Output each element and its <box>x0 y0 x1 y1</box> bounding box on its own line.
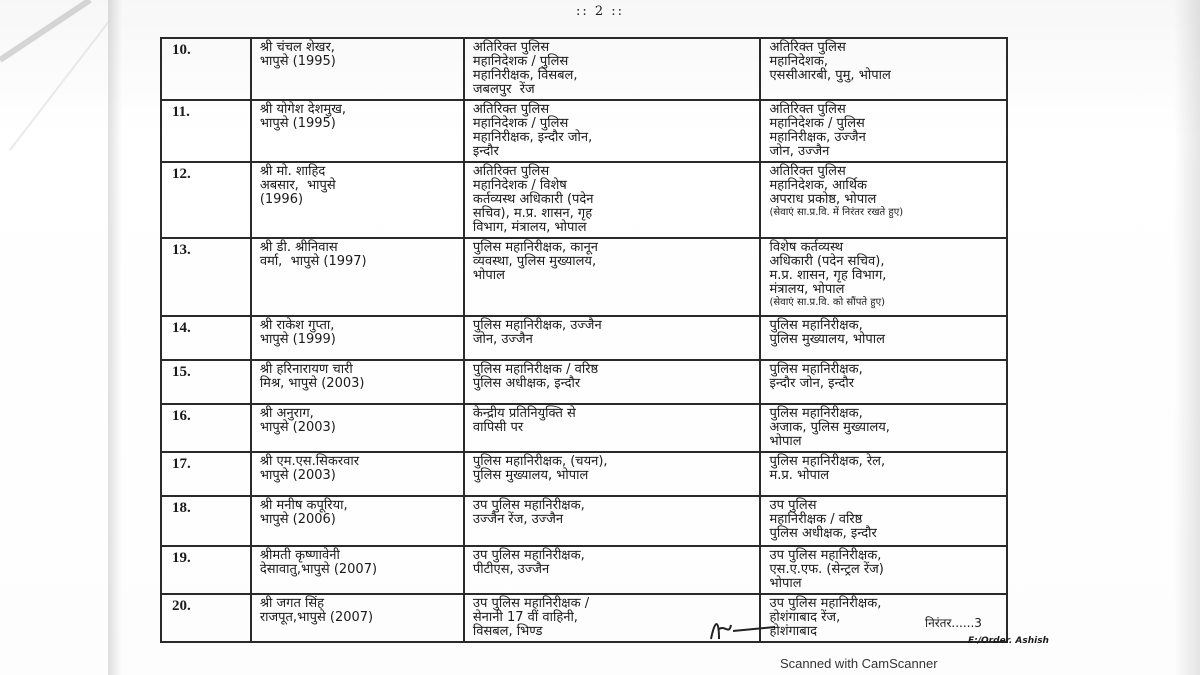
table-row <box>161 100 1007 162</box>
new-posting-line: मंत्रालय, भोपाल <box>769 282 845 297</box>
new-posting-line: इन्दौर जोन, इन्दौर <box>769 376 855 391</box>
table-row <box>161 316 1007 360</box>
current-posting <box>464 452 761 496</box>
new-posting <box>760 100 1007 162</box>
current-posting-line: उप पुलिस महानिरीक्षक, <box>472 548 585 563</box>
new-posting-line: एससीआरबी, पुमु, भोपाल <box>769 68 891 83</box>
current-posting-line: जबलपुर रेंज <box>472 82 535 97</box>
current-posting-line: पुलिस मुख्यालय, भोपाल <box>472 468 589 483</box>
new-posting <box>760 546 1007 594</box>
new-posting-line: जोन, उज्जैन <box>769 144 830 159</box>
transfer-table <box>160 37 1008 643</box>
current-posting <box>464 316 761 360</box>
officer-name-line: श्री हरिनारायण चारी <box>259 362 353 377</box>
current-posting-line: वापिसी पर <box>472 420 524 435</box>
officer-name-line: श्री अनुराग, <box>259 406 314 421</box>
new-posting-line: महानिदेशक, <box>769 54 828 69</box>
new-posting-line: महानिदेशक / पुलिस <box>769 116 865 131</box>
new-posting-line: महानिरीक्षक / वरिष्ठ <box>769 512 863 527</box>
current-posting-line: पुलिस महानिरीक्षक / वरिष्ठ <box>472 362 599 377</box>
new-posting-line: भोपाल <box>769 434 802 449</box>
new-posting-line: एस.ए.एफ. (सेन्ट्रल रेंज) <box>769 562 884 577</box>
officer-name-line: श्री मनीष कपूरिया, <box>259 498 348 513</box>
new-posting <box>760 452 1007 496</box>
officer-name-line: वर्मा, भापुसे (1997) <box>259 254 367 269</box>
current-posting <box>464 404 761 452</box>
new-posting-line: पुलिस महानिरीक्षक, रेल, <box>769 454 886 469</box>
new-posting-line: पुलिस मुख्यालय, भोपाल <box>769 332 885 347</box>
serial-number: 16. <box>161 404 251 452</box>
serial-number: 15. <box>161 360 251 404</box>
officer-name <box>251 594 464 642</box>
new-posting-line: अधिकारी (पदेन सचिव), <box>769 254 885 269</box>
current-posting-line: विसबल, भिण्ड <box>472 624 543 639</box>
new-posting-line: पुलिस महानिरीक्षक, <box>769 318 863 333</box>
serial-number: 12. <box>161 162 251 238</box>
current-posting-line: उप पुलिस महानिरीक्षक, <box>472 498 585 513</box>
current-posting-line: केन्द्रीय प्रतिनियुक्ति से <box>472 406 576 421</box>
new-posting-line: म.प्र. भोपाल <box>769 468 830 483</box>
current-posting <box>464 162 761 238</box>
table-row <box>161 496 1007 546</box>
current-posting-line: उप पुलिस महानिरीक्षक / <box>472 596 590 611</box>
serial-number: 13. <box>161 238 251 316</box>
current-posting-line: इन्दौर <box>472 144 499 159</box>
officer-name-line: भापुसे (1995) <box>259 54 336 69</box>
officer-name-line: श्री मो. शाहिद <box>259 164 326 179</box>
serial-number: 11. <box>161 100 251 162</box>
current-posting-line: महानिरीक्षक, विसबल, <box>472 68 578 83</box>
transfer-table-body <box>161 38 1007 642</box>
signature <box>705 615 785 649</box>
order-reference: E:/Order. Ashish <box>968 636 1049 646</box>
table-row <box>161 594 1007 642</box>
officer-name-line: भापुसे (1999) <box>259 332 336 347</box>
officer-name <box>251 452 464 496</box>
current-posting-line: सचिव), म.प्र. शासन, गृह <box>472 206 593 221</box>
serial-number: 10. <box>161 38 251 100</box>
new-posting-line: उप पुलिस महानिरीक्षक, <box>769 596 882 611</box>
current-posting-line: पुलिस महानिरीक्षक, उज्जैन <box>472 318 602 333</box>
officer-name-line: भापुसे (2006) <box>259 512 336 527</box>
officer-name-line: श्री डी. श्रीनिवास <box>259 240 338 255</box>
new-posting-line: महानिरीक्षक, उज्जैन <box>769 130 866 145</box>
officer-name <box>251 360 464 404</box>
officer-name <box>251 238 464 316</box>
table-row <box>161 360 1007 404</box>
table-row <box>161 238 1007 316</box>
new-posting-line: अजाक, पुलिस मुख्यालय, <box>769 420 890 435</box>
officer-name-line: देसावातु,भापुसे (2007) <box>259 562 378 577</box>
current-posting-line: कर्तव्यस्थ अधिकारी (पदेन <box>472 192 594 207</box>
new-posting-line: भोपाल <box>769 576 802 591</box>
new-posting-line: उप पुलिस महानिरीक्षक, <box>769 548 882 563</box>
new-posting-line: अतिरिक्त पुलिस <box>769 40 846 55</box>
current-posting-line: महानिदेशक / विशेष <box>472 178 567 193</box>
current-posting-line: महानिरीक्षक, इन्दौर जोन, <box>472 130 593 145</box>
current-posting-line: पुलिस अधीक्षक, इन्दौर <box>472 376 581 391</box>
current-posting-line: पुलिस महानिरीक्षक, कानून <box>472 240 599 255</box>
new-posting <box>760 404 1007 452</box>
posting-note: (सेवाएं सा.प्र.वि. में निरंतर रखते हुए) <box>769 207 904 218</box>
new-posting-line: महानिदेशक, आर्थिक <box>769 178 868 193</box>
new-posting <box>760 316 1007 360</box>
officer-name <box>251 162 464 238</box>
officer-name-line: श्री राकेश गुप्ता, <box>259 318 335 333</box>
officer-name-line: भापुसे (2003) <box>259 468 336 483</box>
page-number: :: 2 :: <box>575 4 625 19</box>
current-posting-line: महानिदेशक / पुलिस <box>472 116 569 131</box>
serial-number: 17. <box>161 452 251 496</box>
continued-note: निरंतर......3 <box>925 616 982 630</box>
new-posting <box>760 360 1007 404</box>
officer-name-line: श्री जगत सिंह <box>259 596 325 611</box>
table-row <box>161 452 1007 496</box>
page-edge-shadow-right <box>1174 0 1200 675</box>
new-posting-line: म.प्र. शासन, गृह विभाग, <box>769 268 887 283</box>
officer-name <box>251 100 464 162</box>
current-posting-line: महानिदेशक / पुलिस <box>472 54 569 69</box>
current-posting-line: जोन, उज्जैन <box>472 332 533 347</box>
new-posting <box>760 238 1007 316</box>
new-posting-line: पुलिस महानिरीक्षक, <box>769 362 863 377</box>
table-row <box>161 404 1007 452</box>
serial-number: 14. <box>161 316 251 360</box>
table-row <box>161 546 1007 594</box>
posting-note: (सेवाएं सा.प्र.वि. को सौंपते हुए) <box>769 297 886 308</box>
current-posting-line: व्यवस्था, पुलिस मुख्यालय, <box>472 254 597 269</box>
new-posting-line: विशेष कर्तव्यस्थ <box>769 240 844 255</box>
current-posting-line: पुलिस महानिरीक्षक, (चयन), <box>472 454 608 469</box>
officer-name-line: राजपूत,भापुसे (2007) <box>259 610 374 625</box>
new-posting-line: उप पुलिस <box>769 498 817 513</box>
new-posting-line: अतिरिक्त पुलिस <box>769 164 846 179</box>
officer-name <box>251 496 464 546</box>
current-posting-line: अतिरिक्त पुलिस <box>472 40 550 55</box>
current-posting <box>464 496 761 546</box>
officer-name-line: श्री योगेश देशमुख, <box>259 102 346 117</box>
officer-name <box>251 404 464 452</box>
officer-name <box>251 546 464 594</box>
current-posting-line: अतिरिक्त पुलिस <box>472 164 550 179</box>
new-posting-line: पुलिस अधीक्षक, इन्दौर <box>769 526 877 541</box>
officer-name-line: श्रीमती कृष्णावेनी <box>259 548 340 563</box>
new-posting-line: अतिरिक्त पुलिस <box>769 102 846 117</box>
current-posting-line: अतिरिक्त पुलिस <box>472 102 550 117</box>
current-posting-line: विभाग, मंत्रालय, भोपाल <box>472 220 587 235</box>
officer-name-line: अबसार, भापुसे <box>259 178 336 193</box>
officer-name <box>251 38 464 100</box>
current-posting-line: उज्जैन रेंज, उज्जैन <box>472 512 564 527</box>
transfer-table-container <box>160 37 1008 643</box>
officer-name-line: भापुसे (2003) <box>259 420 336 435</box>
officer-name-line: (1996) <box>259 192 304 207</box>
officer-name-line: श्री एम.एस.सिकरवार <box>259 454 360 469</box>
current-posting <box>464 100 761 162</box>
table-row <box>161 38 1007 100</box>
officer-name <box>251 316 464 360</box>
new-posting-line: होशंगाबाद <box>769 624 817 639</box>
officer-name-line: मिश्र, भापुसे (2003) <box>259 376 365 391</box>
new-posting <box>760 38 1007 100</box>
serial-number: 20. <box>161 594 251 642</box>
current-posting-line: पीटीएस, उज्जैन <box>472 562 550 577</box>
serial-number: 18. <box>161 496 251 546</box>
serial-number: 19. <box>161 546 251 594</box>
new-posting <box>760 496 1007 546</box>
new-posting-line: पुलिस महानिरीक्षक, <box>769 406 863 421</box>
current-posting <box>464 38 761 100</box>
table-row <box>161 162 1007 238</box>
new-posting <box>760 162 1007 238</box>
current-posting <box>464 360 761 404</box>
new-posting-line: अपराध प्रकोष्ठ, भोपाल <box>769 192 877 207</box>
current-posting-line: भोपाल <box>472 268 505 283</box>
scanner-watermark: Scanned with CamScanner <box>780 656 938 671</box>
officer-name-line: भापुसे (1995) <box>259 116 336 131</box>
current-posting <box>464 546 761 594</box>
officer-name-line: श्री चंचल शेखर, <box>259 40 335 55</box>
current-posting-line: सेनानी 17 वीं वाहिनी, <box>472 610 578 625</box>
new-posting-line: होशंगाबाद रेंज, <box>769 610 841 625</box>
current-posting <box>464 238 761 316</box>
